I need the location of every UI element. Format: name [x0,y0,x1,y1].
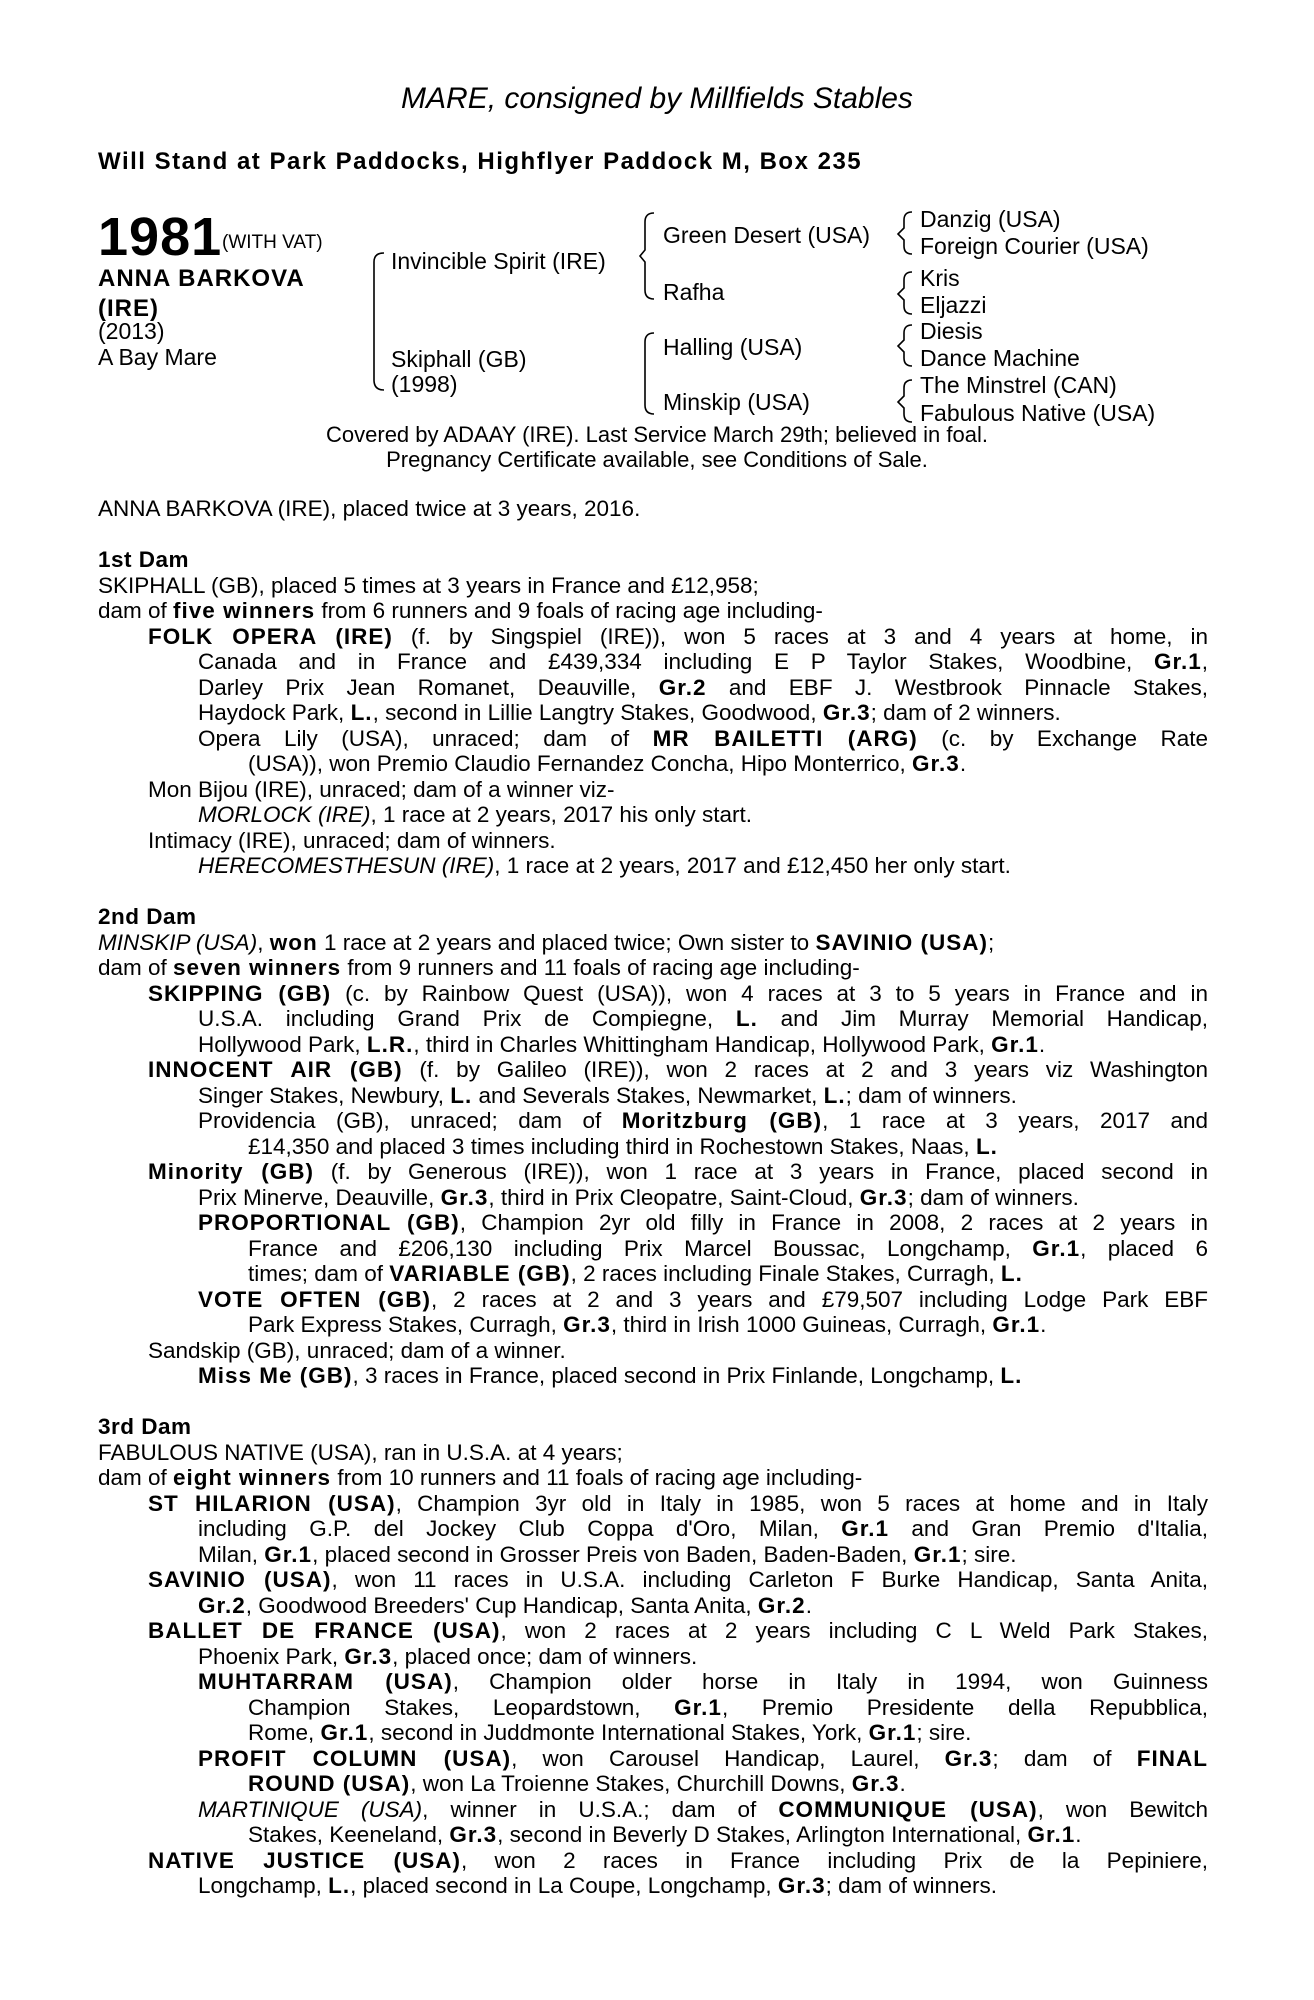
list-item: VOTE OFTEN (GB), 2 races at 2 and 3 years and £79,507 including Lodge Park EBF [198,1286,1208,1312]
list-item: HERECOMESTHESUN (IRE), 1 race at 2 years, 2017 and £12,450 her only start. [198,853,1011,878]
list-item: MARTINIQUE (USA), winner in U.S.A.; dam of COMMUNIQUE (USA), won Bewitch [198,1796,1208,1822]
pedigree-gg-3: Kris [920,265,960,291]
bracket-gdd [898,380,912,422]
bracket-gds [898,325,912,366]
list-item: PROFIT COLUMN (USA), won Carousel Handicap, Laurel, Gr.3; dam of FINAL [198,1745,1208,1771]
second-dam-line: MINSKIP (USA), won 1 race at 2 years and placed twice; Own sister to SAVINIO (USA); [98,929,995,955]
pregnancy-line: Pregnancy Certificate available, see Conditions of Sale. [386,447,928,472]
intro-line: ANNA BARKOVA (IRE), placed twice at 3 years, 2016. [98,496,641,521]
pedigree-dam-sire: Halling (USA) [663,334,803,360]
consignment-title: MARE, consigned by Millfields Stables [401,82,913,115]
second-dam-summary: dam of seven winners from 9 runners and 11 foals of racing age including- [98,955,860,980]
lot-number: 1981 [98,207,223,267]
first-dam-summary: dam of five winners from 6 runners and 9 foals of racing age including- [98,598,823,623]
list-item: (USA)), won Premio Claudio Fernandez Concha, Hipo Monterrico, Gr.3. [248,751,967,776]
pedigree-sire-dam: Rafha [663,279,725,305]
list-item: SAVINIO (USA), won 11 races in U.S.A. including Carleton F Burke Handicap, Santa Anita, [148,1567,1208,1592]
list-item: Miss Me (GB), 3 races in France, placed second in Prix Finlande, Longchamp, L. [198,1363,1023,1388]
list-item: Park Express Stakes, Curragh, Gr.3, third in Irish 1000 Guineas, Curragh, Gr.1. [248,1312,1047,1337]
list-item: times; dam of VARIABLE (GB), 2 races including Finale Stakes, Curragh, L. [248,1261,1023,1286]
list-item: FOLK OPERA (IRE) (f. by Singspiel (IRE)), won 5 races at 3 and 4 years at home, in [148,623,1208,649]
pedigree-gg-6: Dance Machine [920,345,1080,371]
horse-description: A Bay Mare [98,344,217,370]
pedigree-gg-4: Eljazzi [920,292,987,318]
list-item: U.S.A. including Grand Prix de Compiegne, L. and Jim Murray Memorial Handicap, [198,1006,1208,1031]
pedigree-dam-dam: Minskip (USA) [663,389,810,415]
catalogue-body [98,496,1208,1899]
list-item: Opera Lily (USA), unraced; dam of MR BAILETTI (ARG) (c. by Exchange Rate [198,725,1208,751]
list-item: Longchamp, L., placed second in La Coupe, Longchamp, Gr.3; dam of winners. [198,1873,997,1898]
list-item: Milan, Gr.1, placed second in Grosser Preis von Baden, Baden-Baden, Gr.1; sire. [198,1541,1017,1567]
first-dam-line: SKIPHALL (GB), placed 5 times at 3 years in France and £12,958; [98,572,759,598]
list-item: MUHTARRAM (USA), Champion older horse in Italy in 1994, won Guinness [198,1669,1208,1694]
list-item: ROUND (USA), won La Troienne Stakes, Churchill Downs, Gr.3. [248,1771,906,1796]
foal-year: (2013) [98,318,165,344]
list-item: France and £206,130 including Prix Marcel Boussac, Longchamp, Gr.1, placed 6 [248,1235,1208,1261]
list-item: £14,350 and placed 3 times including third in Rochestown Stakes, Naas, L. [248,1133,998,1159]
list-item: Haydock Park, L., second in Lillie Langtry Stakes, Goodwood, Gr.3; dam of 2 winners. [198,700,1061,725]
list-item: Mon Bijou (IRE), unraced; dam of a winner viz- [148,776,615,802]
list-item: Champion Stakes, Leopardstown, Gr.1, Premio Presidente della Repubblica, [248,1694,1208,1720]
bracket-dam [645,333,654,414]
pedigree-sire: Invincible Spirit (IRE) [391,248,606,274]
pedigree-brackets [0,0,1314,440]
list-item: NATIVE JUSTICE (USA), won 2 races in France including Prix de la Pepiniere, [148,1847,1208,1873]
list-item: Gr.2, Goodwood Breeders' Cup Handicap, Santa Anita, Gr.2. [198,1592,812,1618]
list-item: Rome, Gr.1, second in Juddmonte International Stakes, York, Gr.1; sire. [248,1720,972,1745]
stand-location: Will Stand at Park Paddocks, Highflyer Paddock M, Box 235 [98,148,863,175]
pedigree-gg-5: Diesis [920,318,983,344]
pedigree-dam: Skiphall (GB) [391,346,527,372]
pedigree-gg-2: Foreign Courier (USA) [920,233,1149,259]
bracket-gsd [898,272,912,314]
third-dam-heading: 3rd Dam [98,1414,192,1439]
pedigree-dam-year: (1998) [391,371,458,397]
list-item: Providencia (GB), unraced; dam of Moritzburg (GB), 1 race at 3 years, 2017 and [198,1108,1208,1133]
horse-name-line1: ANNA BARKOVA [98,265,305,292]
pedigree-sire-sire: Green Desert (USA) [663,222,871,248]
list-item: Stakes, Keeneland, Gr.3, second in Beverly D Stakes, Arlington International, Gr.1. [248,1822,1082,1847]
third-dam-summary: dam of eight winners from 10 runners and 11 foals of racing age including- [98,1465,863,1490]
third-dam-line: FABULOUS NATIVE (USA), ran in U.S.A. at 4 years; [98,1439,623,1465]
list-item: Prix Minerve, Deauville, Gr.3, third in Prix Cleopatre, Saint-Cloud, Gr.3; dam of winners. [198,1184,1079,1210]
bracket-sire [640,213,654,299]
second-dam-heading: 2nd Dam [98,904,197,929]
covered-line: Covered by ADAAY (IRE). Last Service March 29th; believed in foal. [326,422,988,447]
list-item: MORLOCK (IRE), 1 race at 2 years, 2017 his only start. [198,802,752,827]
horse-name-line2: (IRE) [98,295,159,322]
list-item: Sandskip (GB), unraced; dam of a winner. [148,1337,566,1363]
list-item: PROPORTIONAL (GB), Champion 2yr old filly in France in 2008, 2 races at 2 years in [198,1210,1208,1235]
pedigree-gg-7: The Minstrel (CAN) [920,372,1117,398]
list-item: SKIPPING (GB) (c. by Rainbow Quest (USA)), won 4 races at 3 to 5 years in France and in [148,980,1208,1006]
pedigree-gg-8: Fabulous Native (USA) [920,400,1156,426]
list-item: Minority (GB) (f. by Generous (IRE)), won 1 race at 3 years in France, placed second in [148,1159,1208,1184]
bracket-gss [898,212,912,254]
list-item: ST HILARION (USA), Champion 3yr old in Italy in 1985, won 5 races at home and in Italy [148,1490,1208,1516]
list-item: INNOCENT AIR (GB) (f. by Galileo (IRE)), won 2 races at 2 and 3 years viz Washington [148,1057,1208,1082]
list-item: Phoenix Park, Gr.3, placed once; dam of winners. [198,1643,698,1669]
list-item: including G.P. del Jockey Club Coppa d'Oro, Milan, Gr.1 and Gran Premio d'Italia, [198,1516,1208,1541]
list-item: Canada and in France and £439,334 including E P Taylor Stakes, Woodbine, Gr.1, [198,649,1208,674]
list-item: BALLET DE FRANCE (USA), won 2 races at 2 years including C L Weld Park Stakes, [148,1618,1208,1643]
pedigree-gg-1: Danzig (USA) [920,206,1061,232]
list-item: Singer Stakes, Newbury, L. and Severals Stakes, Newmarket, L.; dam of winners. [198,1082,1017,1108]
list-item: Darley Prix Jean Romanet, Deauville, Gr.2 and EBF J. Westbrook Pinnacle Stakes, [198,674,1208,700]
lot-vat: (WITH VAT) [222,232,323,253]
list-item: Hollywood Park, L.R., third in Charles Whittingham Handicap, Hollywood Park, Gr.1. [198,1031,1046,1057]
first-dam-heading: 1st Dam [98,547,190,572]
list-item: Intimacy (IRE), unraced; dam of winners. [148,827,556,853]
bracket-main [374,253,384,390]
